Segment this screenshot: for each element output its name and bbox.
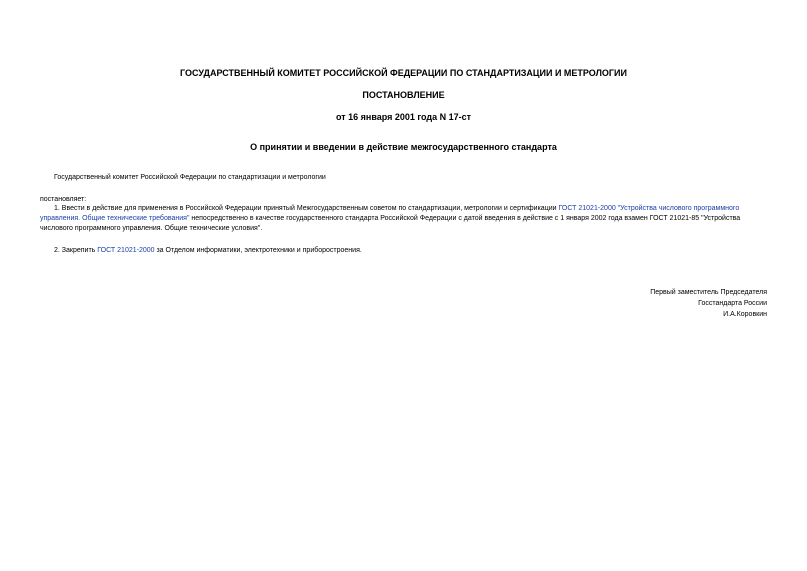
item-2-text-before: 2. Закрепить xyxy=(54,247,98,254)
item-1-text-after: непосредственно в качестве государственного стандарта Российской Федерации с датой введения в действие с 1 января 2002 года взамен ГОСТ 21021-85 "Устройства числового программного управления. Общие технические условия". xyxy=(40,215,741,232)
resolves-line: постановляет: xyxy=(40,196,87,203)
signatory-name: И.А.Коровкин xyxy=(723,311,767,318)
item-1-text-before: 1. Ввести в действие для применения в Российской Федерации принятый Межгосударственным советом по стандартизации, метрологии и сертификации xyxy=(54,205,559,212)
signatory-position-line-1: Первый заместитель Председателя xyxy=(650,289,767,296)
signature-block xyxy=(650,287,767,320)
gost-link-item-1[interactable]: ГОСТ 21021-2000 "Устройства числового программного управления. Общие технические требования" xyxy=(40,205,740,222)
item-2-text-after: за Отделом информатики, электротехники и приборостроения. xyxy=(154,247,362,254)
signatory-position-line-2: Госстандарта России xyxy=(698,300,767,307)
decree-date: от 16 января 2001 года N 17-ст xyxy=(335,112,472,122)
committee-title: ГОСУДАРСТВЕННЫЙ КОМИТЕТ РОССИЙСКОЙ ФЕДЕРАЦИИ ПО СТАНДАРТИЗАЦИИ И МЕТРОЛОГИИ xyxy=(180,68,627,78)
item-1-paragraph xyxy=(40,204,770,234)
item-2-paragraph xyxy=(40,246,770,256)
gost-link-item-2[interactable]: ГОСТ 21021-2000 xyxy=(97,247,155,254)
intro-paragraph: Государственный комитет Российской Федерации по стандартизации и метрологии xyxy=(54,174,326,181)
decree-subject: О принятии и введении в действие межгосударственного стандарта xyxy=(250,142,557,152)
decree-title: ПОСТАНОВЛЕНИЕ xyxy=(362,90,445,100)
